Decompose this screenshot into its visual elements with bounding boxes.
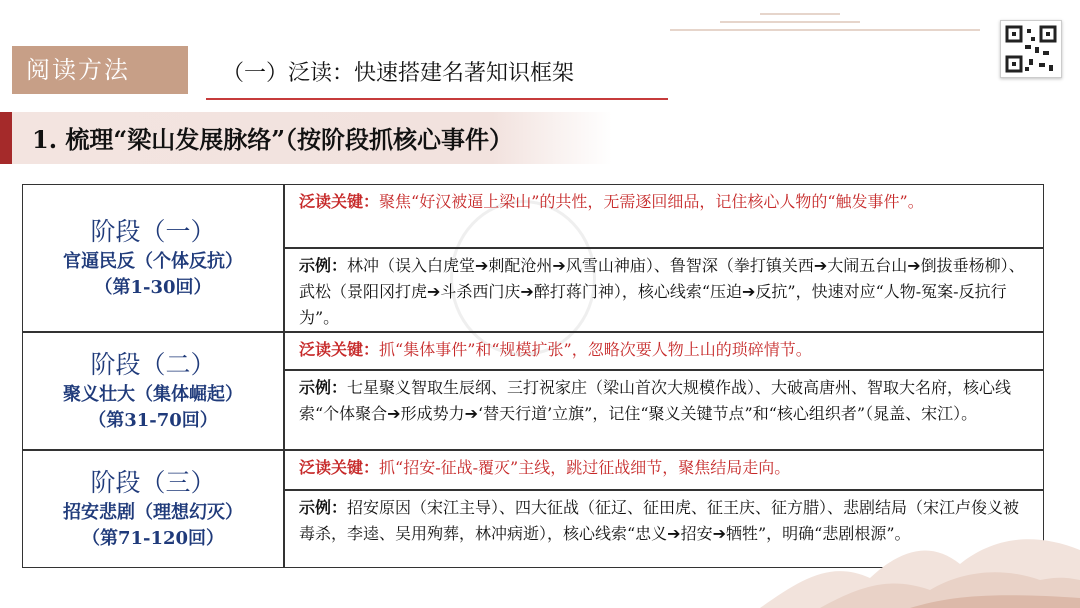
example-text: 七星聚义智取生辰纲、三打祝家庄（梁山首次大规模作战）、大破高唐州、智取大名府，核心线索“个体聚合➔形成势力➔‘替天行道’立旗”，记住“聚义关键节点”和“核心组织者”（晁盖、宋江）。 [299, 378, 1012, 423]
section-title: 1. 梳理“梁山发展脉络”（按阶段抓核心事件） [32, 125, 514, 154]
stage-chapters: （第31-70回） [88, 410, 218, 431]
example-text: 林冲（误入白虎堂➔刺配沧州➔风雪山神庙）、鲁智深（拳打镇关西➔大闹五台山➔倒拔垂杨柳）、武松（景阳冈打虎➔斗杀西门庆➔醉打蒋门神），核心线索“压迫➔反抗”，快速对应“人物-冤案-反抗行为”。 [299, 256, 1025, 327]
stage-subtitle: 官逼民反（个体反抗） [63, 251, 243, 272]
stage-chapters: （第1-30回） [94, 277, 212, 298]
method-badge: 阅读方法 [12, 46, 188, 94]
decorative-lines [660, 8, 990, 38]
stage-cell-2 [22, 332, 284, 450]
stage-subtitle: 招安悲剧（理想幻灭） [63, 502, 243, 523]
key-text: 抓“集体事件”和“规模扩张”，忽略次要人物上山的琐碎情节。 [379, 340, 812, 359]
example-cell-1 [284, 248, 1044, 332]
subtitle-underline [206, 98, 668, 100]
stage-cell-1 [22, 184, 284, 332]
key-cell-2 [284, 332, 1044, 370]
stage-chapters: （第71-120回） [81, 528, 225, 549]
stage-subtitle: 聚义壮大（集体崛起） [63, 384, 243, 405]
key-text: 抓“招安-征战-覆灭”主线，跳过征战细节，聚焦结局走向。 [379, 458, 791, 477]
example-label: 示例： [299, 498, 348, 517]
stage-name: 阶段（二） [90, 350, 216, 379]
key-label: 泛读关键： [299, 192, 380, 211]
key-label: 泛读关键： [299, 458, 380, 477]
stage-name: 阶段（三） [90, 468, 216, 497]
example-cell-2 [284, 370, 1044, 450]
qr-code-icon [1000, 20, 1062, 78]
key-cell-1 [284, 184, 1044, 248]
stage-name: 阶段（一） [90, 217, 216, 246]
key-text: 聚焦“好汉被逼上梁山”的共性，无需逐回细品，记住核心人物的“触发事件”。 [379, 192, 924, 211]
key-label: 泛读关键： [299, 340, 380, 359]
example-label: 示例： [299, 256, 348, 275]
key-cell-3 [284, 450, 1044, 490]
example-label: 示例： [299, 378, 348, 397]
example-text: 招安原因（宋江主导）、四大征战（征辽、征田虎、征王庆、征方腊）、悲剧结局（宋江卢俊义被毒杀，李逵、吴用殉葬，林冲病逝），核心线索“忠义➔招安➔牺牲”，明确“悲剧根源”。 [299, 498, 1020, 543]
mountain-decoration [760, 520, 1080, 608]
page-subtitle: （一）泛读：快速搭建名著知识框架 [222, 61, 575, 86]
stage-cell-3 [22, 450, 284, 568]
